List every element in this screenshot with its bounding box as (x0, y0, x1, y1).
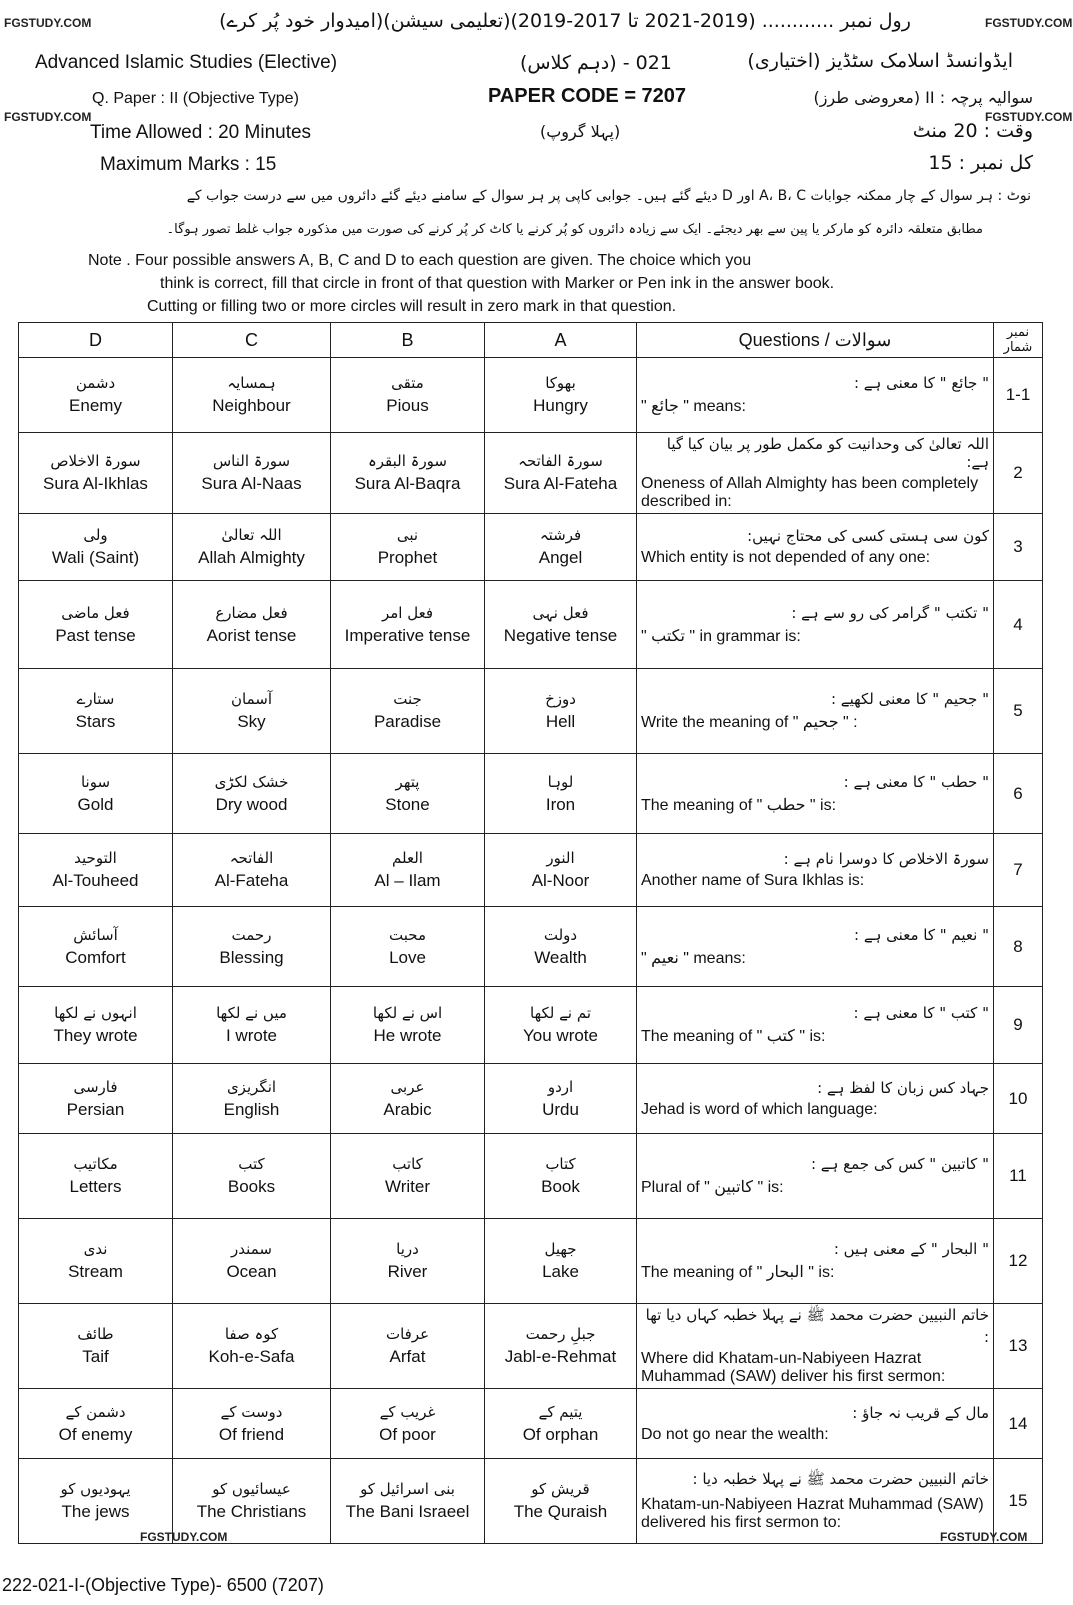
option-c (173, 1304, 331, 1389)
watermark: FGSTUDY.COM (140, 1530, 228, 1544)
option-c-english: Neighbour (212, 396, 291, 415)
option-b (331, 754, 485, 834)
option-b (331, 358, 485, 433)
option-b-english: Imperative tense (344, 625, 471, 645)
table-row (19, 1459, 1043, 1544)
question-urdu: سورۃ الاخلاص کا دوسرا نام ہے : (783, 850, 989, 868)
question-number: 10 (994, 1064, 1043, 1134)
option-d-english: Letters (69, 1177, 122, 1196)
option-a-urdu: قریش کو (531, 1480, 590, 1498)
option-a-urdu: یتیم کے (538, 1402, 583, 1421)
session-text: (2019-2021 تا 2017-2019)(تعلیمی سیشن)(امیدوار خود پُر کرے) (219, 10, 756, 32)
option-b (331, 1304, 485, 1389)
option-b-english: Love (389, 947, 426, 967)
question-number: 7 (994, 834, 1043, 907)
question-number: 8 (994, 907, 1043, 987)
option-d-english: Al-Touheed (52, 871, 139, 890)
option-b-english: Pious (386, 396, 429, 415)
option-d (19, 907, 173, 987)
question-number: 2 (994, 433, 1043, 514)
question-english: The meaning of " حطب " is: (641, 796, 837, 814)
option-b-english: Prophet (377, 548, 438, 567)
option-c-english: Al-Fateha (214, 871, 289, 890)
note-en-3: Cutting or filling two or more circles will result in zero mark in that question. (147, 298, 677, 315)
question-english: Another name of Sura Ikhlas is: (641, 872, 865, 889)
option-c-urdu: دوست کے (220, 1402, 283, 1421)
option-b (331, 1134, 485, 1219)
option-b (331, 1389, 485, 1459)
option-d-urdu: فعل ماضی (61, 603, 130, 622)
question (637, 1219, 994, 1304)
option-d-english: Stream (68, 1262, 123, 1281)
table-row (19, 1064, 1043, 1134)
table-row (19, 834, 1043, 907)
table-row (19, 907, 1043, 987)
option-a-english: The Quraish (513, 1502, 608, 1521)
option-b (331, 987, 485, 1064)
option-b (331, 514, 485, 581)
table-row (19, 1219, 1043, 1304)
option-b (331, 669, 485, 754)
table-row (19, 514, 1043, 581)
option-d-english: Wali (Saint) (51, 548, 140, 567)
option-c-english: Of friend (218, 1424, 285, 1444)
option-d-urdu: ولی (83, 526, 108, 544)
option-a-english: Hell (545, 712, 576, 731)
question-english: Where did Khatam-un-Nabiyeen Hazrat Muhammad (SAW) deliver his first sermon: (641, 1350, 946, 1385)
option-d (19, 1389, 173, 1459)
watermark: FGSTUDY.COM (985, 110, 1073, 124)
option-b-english: Writer (384, 1177, 430, 1196)
question-english: Oneness of Allah Almighty has been completely described in: (641, 475, 979, 510)
question-number: 4 (994, 581, 1043, 669)
option-b-english: The Bani Israeel (345, 1502, 470, 1521)
option-c-english: The Christians (196, 1502, 307, 1521)
footer-code: 222-021-I-(Objective Type)- 6500 (7207) (2, 1575, 324, 1595)
option-b-urdu: متقی (391, 374, 424, 392)
option-b-urdu: بنی اسرائیل کو (360, 1480, 455, 1498)
option-d-urdu: فارسی (73, 1077, 118, 1096)
option-a-urdu: النور (546, 849, 575, 867)
option-b (331, 1064, 485, 1134)
question-urdu: " جائع " کا معنی ہے : (853, 374, 989, 392)
option-c-english: Dry wood (215, 794, 288, 814)
col-number: نمبر شمار (994, 323, 1043, 358)
option-b-urdu: کاتب (392, 1155, 423, 1173)
option-a-urdu: جھیل (544, 1240, 577, 1258)
option-d-urdu: طائف (77, 1325, 114, 1343)
option-d-urdu: دشمن کے (65, 1402, 126, 1421)
option-b (331, 834, 485, 907)
option-b-urdu: محبت (389, 925, 426, 944)
option-c-urdu: عیسائیوں کو (212, 1480, 291, 1498)
option-b-english: Al – Ilam (374, 871, 441, 890)
note-en-1: Note . Four possible answers A, B, C and D to each question are given. The choice which you (88, 252, 752, 269)
option-c (173, 1459, 331, 1544)
option-c (173, 754, 331, 834)
option-a-english: Lake (542, 1262, 579, 1281)
option-d (19, 433, 173, 514)
question (637, 1064, 994, 1134)
option-a-urdu: جبلِ رحمت (525, 1325, 596, 1343)
option-a-english: Of orphan (522, 1424, 599, 1444)
option-b-urdu: جنت (393, 690, 422, 708)
question (637, 1459, 994, 1544)
option-a-urdu: فعل نہی (532, 603, 589, 622)
question (637, 1134, 994, 1219)
option-a-english: Wealth (534, 947, 587, 967)
option-b-english: Stone (385, 794, 430, 814)
option-c (173, 1219, 331, 1304)
question-urdu: کون سی ہستی کسی کی محتاج نہیں: (747, 527, 989, 545)
subject-ur: ایڈوانسڈ اسلامک سٹڈیز (اختیاری) (747, 50, 1013, 72)
question-number: 5 (994, 669, 1043, 754)
option-d-english: Sura Al-Ikhlas (43, 474, 148, 493)
question-english: Which entity is not depended of any one: (641, 549, 931, 566)
option-c-english: Allah Almighty (198, 548, 305, 567)
question-urdu: خاتم النبیین حضرت محمد ﷺ نے پہلا خطبہ دیا : (692, 1470, 989, 1488)
option-d-urdu: دشمن (75, 374, 116, 392)
option-a-urdu: سورۃ الفاتحہ (518, 452, 603, 470)
option-b-english: Arabic (383, 1099, 432, 1119)
option-b-urdu: فعل امر (381, 603, 433, 622)
question-english: " نعیم " means: (641, 949, 746, 967)
question (637, 433, 994, 514)
roll-number-label: رول نمبر (840, 10, 911, 32)
question (637, 834, 994, 907)
option-c (173, 669, 331, 754)
option-a-urdu: اردو (547, 1077, 574, 1096)
option-a-english: Book (541, 1177, 580, 1196)
option-b-urdu: دریا (396, 1240, 419, 1258)
col-c: C (173, 323, 331, 358)
option-c-urdu: ہمسایہ (227, 374, 276, 392)
table-body (19, 358, 1043, 1544)
session-line: رول نمبر ............ (2019-2021 تا 2017-2019)(تعلیمی سیشن)(امیدوار خود پُر کرے) (219, 10, 911, 32)
option-d-urdu: یہودیوں کو (60, 1480, 131, 1498)
option-d (19, 514, 173, 581)
table-row (19, 754, 1043, 834)
option-a-urdu: تم نے لکھا (530, 1004, 591, 1022)
option-d (19, 669, 173, 754)
option-c-english: Sky (237, 712, 266, 731)
option-c-english: English (223, 1099, 280, 1119)
option-c-english: Ocean (226, 1262, 277, 1281)
option-b (331, 581, 485, 669)
option-c (173, 987, 331, 1064)
question-english: Plural of " کاتبین " is: (641, 1179, 784, 1196)
option-a (485, 987, 637, 1064)
table-row (19, 581, 1043, 669)
question-urdu: " کتب " کا معنی ہے : (853, 1004, 989, 1022)
option-d (19, 1134, 173, 1219)
option-c (173, 1064, 331, 1134)
option-c-urdu: میں نے لکھا (216, 1004, 287, 1022)
option-a (485, 1134, 637, 1219)
option-d (19, 1459, 173, 1544)
option-b-english: River (387, 1262, 428, 1281)
watermark: FGSTUDY.COM (940, 1530, 1028, 1544)
question-english: The meaning of " البحار " is: (641, 1264, 835, 1281)
option-d-english: They wrote (53, 1026, 138, 1045)
option-d (19, 834, 173, 907)
option-a (485, 1219, 637, 1304)
question-urdu: اللہ تعالیٰ کی وحدانیت کو مکمل طور پر بیان کیا گیا ہے: (666, 435, 989, 471)
question-number: 12 (994, 1219, 1043, 1304)
option-a (485, 358, 637, 433)
paper-ur: سوالیہ پرچہ : II (معروضی طرز) (813, 88, 1033, 107)
option-d (19, 1304, 173, 1389)
option-d (19, 987, 173, 1064)
option-c (173, 1389, 331, 1459)
option-c (173, 1134, 331, 1219)
table-row (19, 1304, 1043, 1389)
option-d (19, 1219, 173, 1304)
option-a (485, 1304, 637, 1389)
table-row (19, 987, 1043, 1064)
option-d-urdu: سونا (80, 772, 111, 791)
note-ur-2: مطابق متعلقہ دائرہ کو مارکر یا پین سے بھر دیجئے۔ ایک سے زیادہ دائروں کو پُر کرنے یا کاٹ کر پُر کرنے کی صورت میں مذکورہ جواب غلط تصور ہوگا۔ (166, 222, 983, 237)
option-a-english: Negative tense (503, 625, 618, 645)
option-c-urdu: اللہ تعالیٰ (221, 526, 282, 544)
col-b: B (331, 323, 485, 358)
option-b-urdu: عربی (390, 1077, 425, 1096)
option-d (19, 581, 173, 669)
option-a (485, 581, 637, 669)
option-a-english: Sura Al-Fateha (503, 474, 618, 493)
option-a (485, 1064, 637, 1134)
question-number: 3 (994, 514, 1043, 581)
group: (پہلا گروپ) (540, 122, 621, 141)
option-c-urdu: رحمت (231, 925, 272, 944)
option-c-urdu: سمندر (231, 1240, 272, 1258)
time-ur: وقت : 20 منٹ (912, 120, 1033, 142)
option-d-english: Gold (77, 794, 114, 814)
option-b-urdu: اس نے لکھا (372, 1004, 443, 1022)
table-row (19, 1134, 1043, 1219)
option-b-english: Arfat (389, 1347, 426, 1366)
option-d (19, 1064, 173, 1134)
option-a-english: Al-Noor (531, 871, 590, 890)
option-b-urdu: غریب کے (379, 1402, 436, 1421)
option-c-urdu: خشک لکڑی (214, 772, 289, 791)
option-c (173, 433, 331, 514)
question-urdu: " جحیم " کا معنی لکھیے : (830, 690, 989, 708)
option-a-urdu: فرشتہ (539, 526, 582, 544)
option-b-urdu: نبی (396, 526, 419, 544)
question-number: 13 (994, 1304, 1043, 1389)
option-a-english: Iron (545, 794, 576, 814)
option-c-urdu: کتب (238, 1155, 265, 1173)
option-c-english: I wrote (225, 1026, 278, 1045)
option-d-english: Taif (82, 1347, 109, 1366)
col-d: D (19, 323, 173, 358)
watermark: FGSTUDY.COM (4, 110, 92, 124)
col-a: A (485, 323, 637, 358)
option-d-english: Persian (66, 1099, 125, 1119)
question-english: " تکتب " in grammar is: (641, 627, 801, 645)
option-a-english: Angel (538, 548, 583, 567)
questions-table (18, 322, 1043, 1544)
question-number: 11 (994, 1134, 1043, 1219)
subject-en: Advanced Islamic Studies (Elective) (35, 52, 338, 73)
option-b (331, 1219, 485, 1304)
question (637, 514, 994, 581)
option-b-urdu: پتھر (395, 772, 420, 791)
option-c-english: Blessing (219, 947, 284, 967)
question-english: Khatam-un-Nabiyeen Hazrat Muhammad (SAW) delivered his first sermon to: (641, 1496, 984, 1531)
option-d-english: Enemy (69, 396, 122, 415)
option-c (173, 358, 331, 433)
table-row (19, 433, 1043, 514)
option-c-urdu: الفاتحہ (229, 849, 274, 867)
option-b (331, 1459, 485, 1544)
option-d-urdu: التوحید (74, 849, 117, 867)
question (637, 581, 994, 669)
option-c (173, 834, 331, 907)
table-row (19, 358, 1043, 433)
question (637, 1389, 994, 1459)
option-c-urdu: آسمان (231, 690, 272, 708)
option-c (173, 514, 331, 581)
option-b (331, 433, 485, 514)
table-row (19, 1389, 1043, 1459)
option-d (19, 754, 173, 834)
option-a-urdu: دوزخ (545, 690, 576, 708)
question-number: 15 (994, 1459, 1043, 1544)
question-urdu: " نعیم " کا معنی ہے : (854, 925, 989, 944)
question-urdu: خاتم النبیین حضرت محمد ﷺ نے پہلا خطبہ کہاں دیا تھا : (645, 1306, 989, 1346)
option-b-english: He wrote (373, 1026, 442, 1045)
option-d-urdu: مکاتیب (73, 1155, 118, 1173)
table-header (19, 323, 1043, 358)
option-b-english: Of poor (379, 1424, 436, 1444)
option-d-urdu: ندی (83, 1240, 108, 1258)
question (637, 987, 994, 1064)
time-en: Time Allowed : 20 Minutes (90, 122, 312, 143)
question-english: The meaning of " کتب " is: (641, 1028, 826, 1045)
question-number: 9 (994, 987, 1043, 1064)
question-english: Jehad is word of which language: (641, 1100, 878, 1118)
option-c-english: Aorist tense (206, 625, 297, 645)
option-a-english: Urdu (542, 1099, 579, 1119)
option-a-english: Hungry (533, 396, 588, 415)
option-a-english: You wrote (523, 1026, 598, 1045)
note-en-2: think is correct, fill that circle in front of that question with Marker or Pen ink in the answer book. (160, 275, 835, 292)
option-a (485, 669, 637, 754)
question-urdu: " کاتبین " کس کی جمع ہے : (810, 1155, 989, 1173)
option-a (485, 907, 637, 987)
option-d-urdu: سورۃ الاخلاص (50, 452, 141, 470)
option-b-urdu: العلم (392, 849, 423, 867)
option-d-english: Past tense (55, 625, 136, 645)
option-a-urdu: کتاب (545, 1155, 576, 1173)
question-urdu: جہاد کس زبان کا لفظ ہے : (817, 1078, 989, 1097)
option-a-english: Jabl-e-Rehmat (504, 1347, 617, 1366)
question-urdu: مال کے قریب نہ جاؤ : (852, 1403, 989, 1422)
option-c-urdu: انگریزی (226, 1077, 277, 1096)
option-d-english: Comfort (65, 947, 126, 967)
option-a (485, 834, 637, 907)
option-c (173, 581, 331, 669)
option-c-urdu: سورۃ الناس (212, 452, 291, 470)
note-ur-1: نوٹ : ہر سوال کے چار ممکنہ جوابات A، B، C اور D دیئے گئے ہیں۔ جوابی کاپی پر ہر سوال کے سامنے دیئے گئے دائروں میں سے درست جواب کے (186, 188, 1031, 204)
table-row (19, 669, 1043, 754)
option-b-urdu: سورۃ البقرہ (367, 452, 448, 470)
option-a-urdu: لوہا (547, 772, 574, 791)
option-d-urdu: آسائش (73, 925, 118, 944)
question-english: " جائع " means: (641, 398, 746, 415)
question (637, 669, 994, 754)
question (637, 1304, 994, 1389)
option-d-urdu: انہوں نے لکھا (54, 1004, 137, 1022)
question-urdu: " البحار " کے معنی ہیں : (833, 1240, 989, 1258)
paper-code: PAPER CODE = 7207 (488, 85, 687, 107)
question (637, 358, 994, 433)
question-number: 14 (994, 1389, 1043, 1459)
option-a (485, 433, 637, 514)
option-d-urdu: ستارے (76, 690, 115, 708)
marks-en: Maximum Marks : 15 (100, 154, 277, 175)
option-a (485, 514, 637, 581)
option-b-urdu: عرفات (385, 1325, 430, 1343)
question-english: Do not go near the wealth: (641, 1425, 829, 1443)
option-c-english: Books (227, 1177, 276, 1196)
option-a (485, 1389, 637, 1459)
option-b (331, 907, 485, 987)
option-a (485, 754, 637, 834)
watermark: FGSTUDY.COM (985, 16, 1073, 30)
option-c-english: Koh-e-Safa (208, 1347, 295, 1366)
question-english: Write the meaning of " جحیم " : (641, 714, 858, 731)
option-a (485, 1459, 637, 1544)
question-number: 6 (994, 754, 1043, 834)
question (637, 754, 994, 834)
option-b-english: Paradise (373, 712, 442, 731)
option-d-english: The jews (61, 1502, 130, 1521)
option-c-urdu: فعل مضارع (215, 603, 288, 622)
option-b-english: Sura Al-Baqra (354, 474, 461, 493)
col-questions: Questions / سوالات (637, 323, 994, 358)
option-d-english: Of enemy (58, 1424, 133, 1444)
question-urdu: " حطب " کا معنی ہے : (843, 772, 989, 791)
class-code: 021 - (دہم کلاس) (520, 52, 672, 74)
question-number: 1-1 (994, 358, 1043, 433)
question-urdu: " تکتب " گرامر کی رو سے ہے : (791, 603, 989, 622)
option-a-urdu: بھوکا (545, 374, 576, 392)
paper-en: Q. Paper : II (Objective Type) (92, 90, 299, 107)
marks-ur: کل نمبر : 15 (928, 152, 1033, 174)
option-c (173, 907, 331, 987)
question (637, 907, 994, 987)
option-c-urdu: کوہ صفا (224, 1325, 279, 1343)
option-c-english: Sura Al-Naas (201, 474, 302, 493)
option-d-english: Stars (75, 712, 116, 731)
option-a-urdu: دولت (543, 925, 578, 944)
option-d (19, 358, 173, 433)
watermark: FGSTUDY.COM (4, 16, 92, 30)
